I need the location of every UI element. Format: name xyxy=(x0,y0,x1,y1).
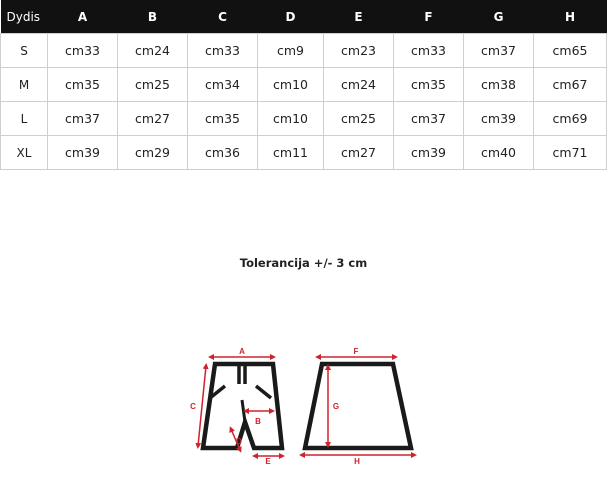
table-cell: cm9 xyxy=(258,34,324,68)
table-cell: cm34 xyxy=(188,68,258,102)
shorts-seam xyxy=(242,400,245,422)
table-cell: cm35 xyxy=(394,68,464,102)
table-cell: cm67 xyxy=(534,68,607,102)
table-cell: cm25 xyxy=(324,102,394,136)
table-cell: cm10 xyxy=(258,102,324,136)
measure-label-e: E xyxy=(265,457,271,466)
table-cell: cm39 xyxy=(394,136,464,170)
table-cell: cm23 xyxy=(324,34,394,68)
table-cell: cm33 xyxy=(394,34,464,68)
table-row xyxy=(1,34,607,68)
skirt-outline xyxy=(305,364,411,448)
table-row xyxy=(1,68,607,102)
table-cell: cm27 xyxy=(324,136,394,170)
shorts-pocket-right xyxy=(256,386,271,398)
table-header-row xyxy=(1,0,607,34)
header-cell-e: E xyxy=(324,0,394,34)
header-cell-c: C xyxy=(188,0,258,34)
measure-label-h: H xyxy=(354,457,360,466)
table-cell: cm36 xyxy=(188,136,258,170)
table-cell: cm37 xyxy=(464,34,534,68)
header-cell-h: H xyxy=(534,0,607,34)
table-cell: cm10 xyxy=(258,68,324,102)
measure-label-c: C xyxy=(190,402,196,411)
measure-label-d: D xyxy=(236,437,242,446)
table-cell: cm40 xyxy=(464,136,534,170)
measure-label-g: G xyxy=(332,402,340,411)
table-cell: cm33 xyxy=(188,34,258,68)
measure-label-f: F xyxy=(353,347,359,356)
tolerance-note: Tolerancija +/- 3 cm xyxy=(239,256,368,270)
table-cell: cm29 xyxy=(118,136,188,170)
table-cell: cm27 xyxy=(118,102,188,136)
table-cell: cm37 xyxy=(394,102,464,136)
header-cell-g: G xyxy=(464,0,534,34)
table-cell: cm35 xyxy=(188,102,258,136)
table-cell: cm33 xyxy=(48,34,118,68)
table-cell: cm38 xyxy=(464,68,534,102)
table-cell: cm35 xyxy=(48,68,118,102)
header-cell-b: B xyxy=(118,0,188,34)
table-cell: cm71 xyxy=(534,136,607,170)
table-row xyxy=(1,136,607,170)
table-cell: cm25 xyxy=(118,68,188,102)
size-table xyxy=(0,0,607,170)
shorts-fly xyxy=(239,366,245,384)
table-cell: S xyxy=(1,34,48,68)
measure-label-b: B xyxy=(255,417,261,426)
measure-label-a: A xyxy=(239,347,245,356)
table-cell: M xyxy=(1,68,48,102)
table-cell: cm39 xyxy=(48,136,118,170)
table-row xyxy=(1,102,607,136)
table-cell: cm69 xyxy=(534,102,607,136)
table-cell: cm37 xyxy=(48,102,118,136)
table-cell: cm24 xyxy=(118,34,188,68)
header-cell-size: Dydis xyxy=(1,0,48,34)
table-cell: cm24 xyxy=(324,68,394,102)
table-cell: cm65 xyxy=(534,34,607,68)
table-cell: cm39 xyxy=(464,102,534,136)
measurement-diagram xyxy=(187,340,427,470)
table-cell: XL xyxy=(1,136,48,170)
table-cell: L xyxy=(1,102,48,136)
header-cell-f: F xyxy=(394,0,464,34)
table-cell: cm11 xyxy=(258,136,324,170)
header-cell-d: D xyxy=(258,0,324,34)
header-cell-a: A xyxy=(48,0,118,34)
